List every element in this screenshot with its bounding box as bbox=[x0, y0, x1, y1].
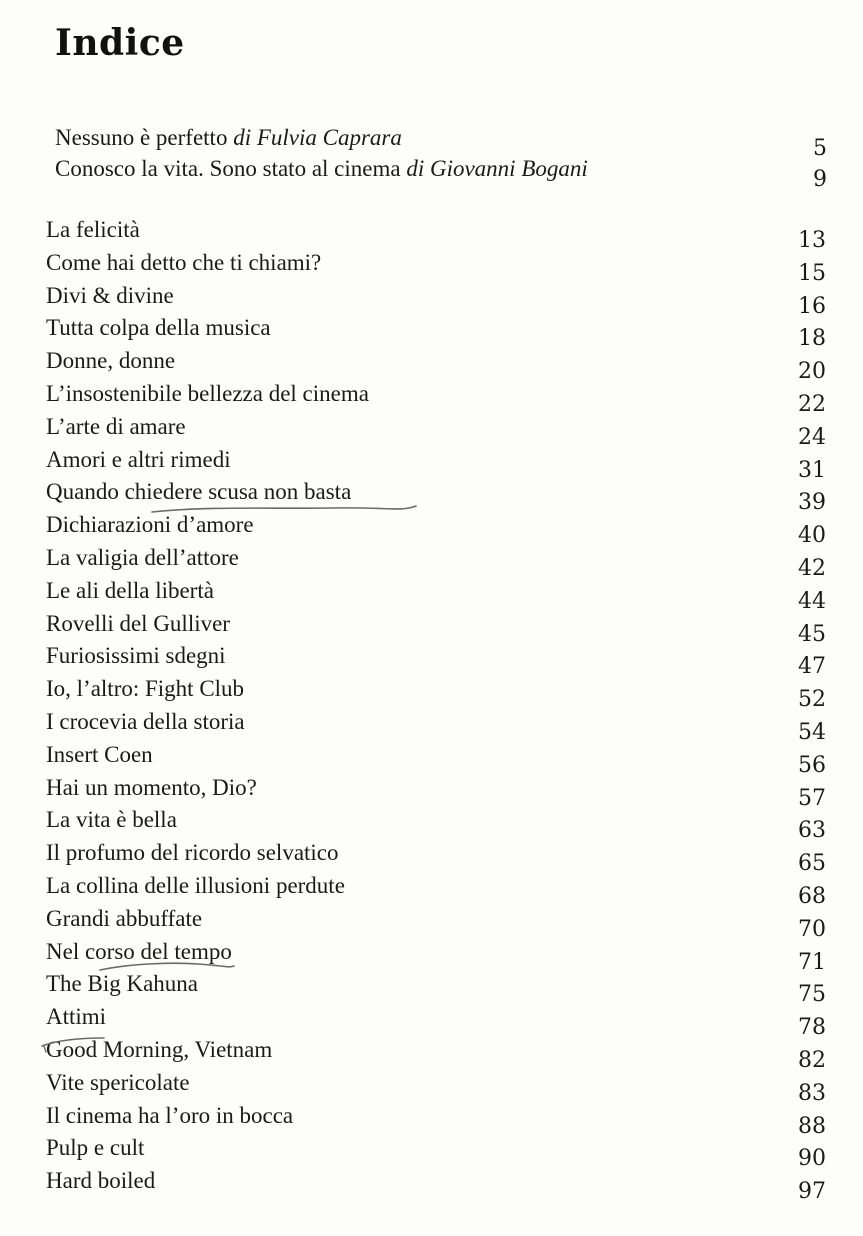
entry-page-number: 13 bbox=[798, 228, 826, 253]
entry-page-number: 75 bbox=[798, 982, 826, 1008]
entry-title: Good Morning, Vietnam bbox=[46, 1036, 273, 1062]
entry-title: Furiosissimi sdegni bbox=[46, 643, 226, 669]
entry-title: Tutta colpa della musica bbox=[46, 315, 271, 341]
entry-page-number: 88 bbox=[798, 1113, 826, 1139]
entry-page-number: 15 bbox=[798, 260, 826, 286]
toc-entry bbox=[46, 314, 826, 352]
entry-title: La vita è bella bbox=[46, 807, 177, 833]
entry-title: Hai un momento, Dio? bbox=[46, 774, 257, 800]
entry-page-number: 5 bbox=[813, 136, 827, 161]
entry-page-number: 56 bbox=[798, 752, 826, 778]
toc-entry bbox=[46, 741, 826, 778]
entry-page-number: 22 bbox=[798, 391, 826, 417]
entry-title: La felicità bbox=[46, 217, 140, 242]
page-title: Indice bbox=[55, 22, 185, 64]
entry-page-number: 97 bbox=[798, 1179, 826, 1205]
entry-page-number: 39 bbox=[798, 490, 826, 516]
entry-title: L’arte di amare bbox=[46, 413, 186, 439]
toc-entry bbox=[46, 1036, 826, 1073]
toc-entry bbox=[46, 905, 826, 942]
entry-title: Nessuno è perfetto di Fulvia Caprara bbox=[55, 125, 402, 150]
entry-title: La valigia dell’attore bbox=[46, 544, 239, 570]
toc-entry bbox=[46, 380, 826, 417]
toc-entry bbox=[46, 774, 826, 811]
toc-entry bbox=[46, 1167, 826, 1205]
entry-title: Attimi bbox=[46, 1004, 107, 1030]
entry-page-number: 57 bbox=[798, 785, 826, 811]
toc-entry bbox=[46, 249, 826, 286]
entry-title: Hard boiled bbox=[46, 1168, 156, 1194]
entry-title: Donne, donne bbox=[46, 348, 176, 374]
entry-title: Nel corso del tempo bbox=[46, 938, 232, 964]
entry-title: Il cinema ha l’oro in bocca bbox=[46, 1102, 294, 1128]
entry-page-number: 40 bbox=[798, 523, 826, 549]
toc-entry bbox=[46, 675, 826, 713]
entry-author: di Fulvia Caprara bbox=[233, 125, 402, 150]
entry-title: Quando chiedere scusa non basta bbox=[46, 479, 352, 505]
entry-title: Divi & divine bbox=[46, 282, 174, 308]
toc-entry bbox=[46, 642, 826, 680]
entry-page-number: 18 bbox=[798, 326, 826, 352]
entry-title: La collina delle illusioni perdute bbox=[46, 872, 345, 898]
entry-title: L’insostenibile bellezza del cinema bbox=[46, 380, 369, 406]
entry-title: I crocevia della storia bbox=[46, 708, 245, 734]
entry-title: Grandi abbuffate bbox=[46, 905, 203, 931]
toc-chapter-list bbox=[46, 216, 826, 1205]
entry-page-number: 47 bbox=[798, 654, 826, 680]
entry-title: Rovelli del Gulliver bbox=[46, 610, 230, 636]
entry-page-number: 31 bbox=[798, 457, 826, 483]
toc-entry bbox=[46, 511, 826, 549]
entry-title: Insert Coen bbox=[46, 741, 153, 767]
toc-entry bbox=[46, 347, 826, 385]
entry-title: Dichiarazioni d’amore bbox=[46, 512, 254, 538]
entry-title: Conosco la vita. Sono stato al cinema di Giovanni Bogani bbox=[55, 156, 588, 181]
toc-entry bbox=[55, 155, 827, 192]
entry-page-number: 71 bbox=[798, 949, 826, 975]
entry-page-number: 65 bbox=[798, 851, 826, 877]
toc-entry bbox=[46, 938, 826, 975]
toc-entry bbox=[46, 1102, 826, 1139]
toc-entry bbox=[46, 216, 826, 253]
entry-page-number: 63 bbox=[798, 818, 826, 844]
toc-entry bbox=[46, 806, 826, 844]
toc-entry bbox=[46, 282, 826, 319]
toc-entry bbox=[46, 872, 826, 909]
entry-page-number: 52 bbox=[798, 687, 826, 713]
entry-page-number: 83 bbox=[798, 1080, 826, 1106]
entry-page-number: 9 bbox=[813, 167, 827, 192]
entry-page-number: 68 bbox=[798, 883, 826, 909]
entry-page-number: 54 bbox=[798, 719, 826, 745]
entry-title: Amori e altri rimedi bbox=[46, 446, 231, 472]
entry-author: di Giovanni Bogani bbox=[406, 156, 588, 181]
entry-page-number: 44 bbox=[798, 588, 826, 614]
entry-title: Le ali della libertà bbox=[46, 577, 214, 603]
entry-page-number: 16 bbox=[798, 293, 826, 319]
entry-title: Io, l’altro: Fight Club bbox=[46, 676, 245, 702]
entry-page-number: 70 bbox=[798, 916, 826, 942]
toc-introduction-list bbox=[55, 124, 827, 192]
toc-entry bbox=[46, 478, 826, 516]
toc-entry bbox=[46, 577, 826, 614]
entry-title: Come hai detto che ti chiami? bbox=[46, 249, 322, 275]
toc-entry bbox=[46, 1003, 826, 1041]
entry-title: The Big Kahuna bbox=[46, 971, 199, 997]
toc-entry bbox=[55, 124, 827, 161]
entry-page-number: 45 bbox=[798, 621, 826, 647]
toc-entry bbox=[46, 839, 826, 877]
toc-entry bbox=[46, 610, 826, 647]
entry-title: Il profumo del ricordo selvatico bbox=[46, 840, 339, 866]
entry-page-number: 42 bbox=[798, 555, 826, 581]
entry-page-number: 78 bbox=[798, 1015, 826, 1041]
toc-entry bbox=[46, 708, 826, 745]
toc-entry bbox=[46, 1134, 826, 1172]
toc-entry bbox=[46, 413, 826, 450]
entry-title: Pulp e cult bbox=[46, 1135, 145, 1161]
toc-entry bbox=[46, 1069, 826, 1106]
entry-page-number: 24 bbox=[798, 424, 826, 450]
toc-entry bbox=[46, 544, 826, 581]
entry-page-number: 90 bbox=[798, 1146, 826, 1172]
entry-title: Vite spericolate bbox=[46, 1069, 190, 1095]
toc-entry bbox=[46, 970, 826, 1008]
entry-page-number: 20 bbox=[798, 359, 826, 385]
entry-page-number: 82 bbox=[798, 1047, 826, 1073]
toc-entry bbox=[46, 446, 826, 483]
